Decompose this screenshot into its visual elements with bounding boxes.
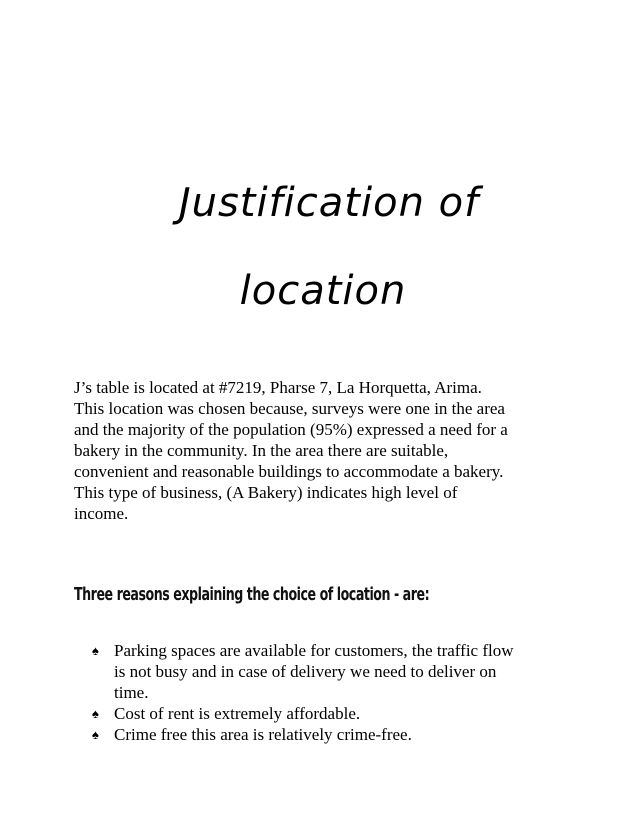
- paragraph-line: This type of business, (A Bakery) indicates high level of: [74, 483, 458, 502]
- reason-line: Cost of rent is extremely affordable.: [114, 704, 361, 723]
- location-paragraph: [74, 377, 574, 524]
- paragraph-line: income.: [74, 504, 129, 523]
- page-title-line-1: Justification of: [178, 180, 480, 226]
- spade-icon: ♠: [92, 727, 99, 742]
- paragraph-line: J’s table is located at #7219, Pharse 7, La Horquetta, Arima.: [74, 378, 482, 397]
- paragraph-line: convenient and reasonable buildings to accommodate a bakery.: [74, 462, 504, 481]
- reasons-list: [92, 640, 592, 745]
- paragraph-line: bakery in the community. In the area there are suitable,: [74, 441, 449, 460]
- reason-line: Crime free this area is relatively crime-free.: [114, 725, 412, 744]
- page-title-line-2: location: [239, 268, 407, 314]
- paragraph-line: and the majority of the population (95%) expressed a need for a: [74, 420, 508, 439]
- reason-line: time.: [114, 683, 149, 702]
- paragraph-line: This location was chosen because, surveys were one in the area: [74, 399, 505, 418]
- spade-icon: ♠: [92, 706, 99, 721]
- reason-line: is not busy and in case of delivery we need to deliver on: [114, 662, 497, 681]
- spade-icon: ♠: [92, 643, 99, 658]
- list-item: [92, 640, 592, 703]
- list-item: [92, 703, 592, 724]
- list-item: [92, 724, 592, 745]
- reason-line: Parking spaces are available for customers, the traffic flow: [114, 641, 514, 660]
- reasons-heading: Three reasons explaining the choice of location - are:: [74, 584, 430, 605]
